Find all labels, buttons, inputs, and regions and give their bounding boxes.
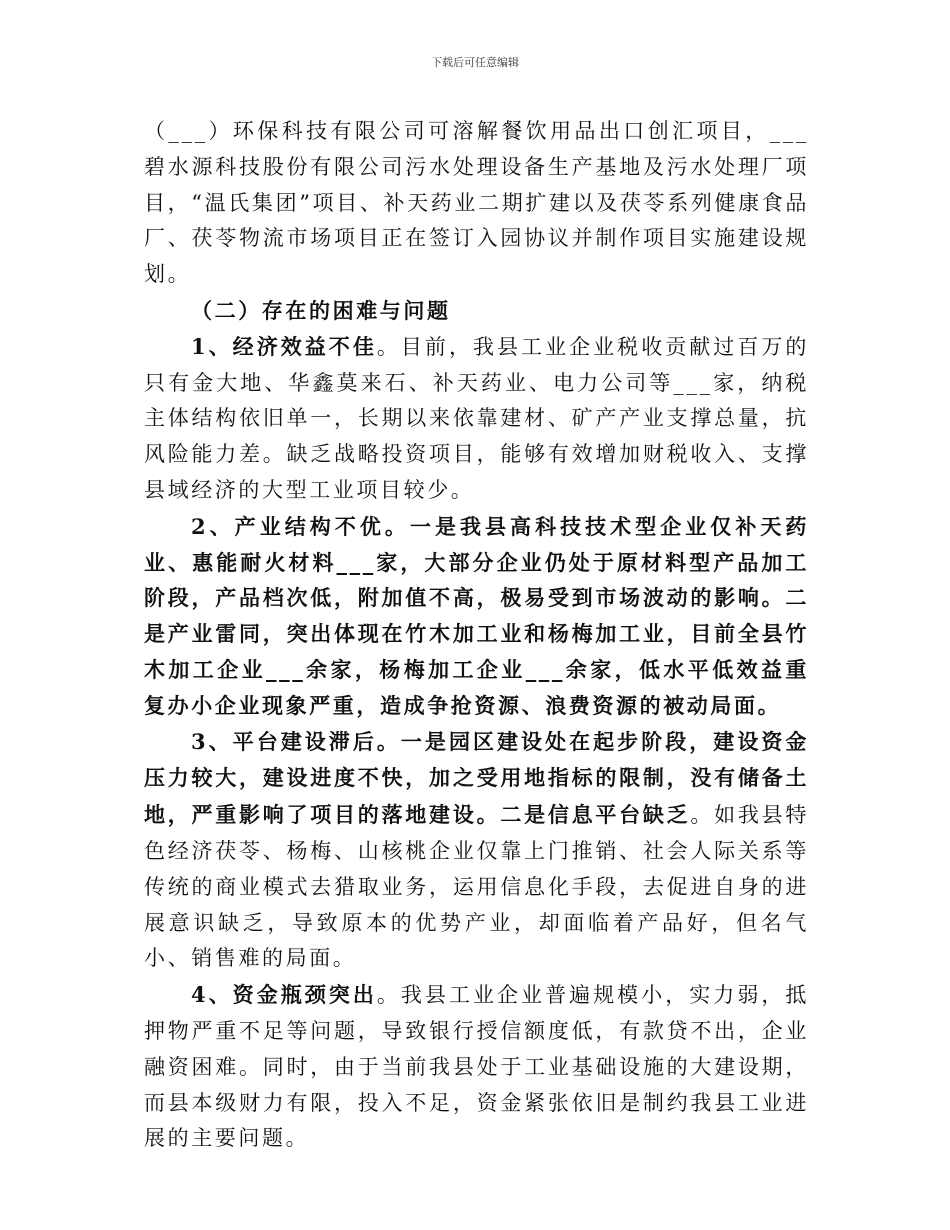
page-header: 下载后可任意编辑	[431, 56, 519, 69]
item-1-title: 1、经济效益不佳	[191, 333, 377, 359]
section-heading: （二）存在的困难与问题	[191, 297, 451, 323]
paragraph-intro: （___）环保科技有限公司可溶解餐饮用品出口创汇项目，___碧水源科技股份有限公司污水处理设备生产基地及污水处理厂项目，“温氏集团”项目、补天药业二期扩建以及茯苓系列健康食品厂、茯苓物流市场项目正在签订入园协议并制作项目实施建设规划。	[144, 119, 809, 287]
paragraph-item-2: 2、产业结构不优。一是我县高科技技术型企业仅补天药业、惠能耐火材料___家，大部分企业仍处于原材料型产品加工阶段，产品档次低，附加值不高，极易受到市场波动的影响。二是产业雷同，突出体现在竹木加工业和杨梅加工业，目前全县竹木加工企业___余家，杨梅加工企业___余家，低水平低效益重复办小企业现象严重，造成争抢资源、浪费资源的被动局面。	[144, 513, 809, 718]
paragraph-item-3	[144, 724, 809, 978]
item-4-title: 4、资金瓶颈突出	[191, 982, 377, 1008]
paragraph-item-4	[144, 977, 809, 1157]
document-body	[144, 114, 809, 1157]
item-3-body: 。如我县特色经济茯苓、杨梅、山核桃企业仅靠上门推销、社会人际关系等传统的商业模式去猎取业务，运用信息化手段，去促进自身的进展意识缺乏，导致原本的优势产业，却面临着产品好，但名气小、销售难的局面。	[144, 803, 809, 971]
item-4-body: 。我县工业企业普遍规模小，实力弱，抵押物严重不足等问题，导致银行授信额度低，有款贷不出，企业融资困难。同时，由于当前我县处于工业基础设施的大建设期，而县本级财力有限，投入不足，资金紧张依旧是制约我县工业进展的主要问题。	[144, 983, 809, 1151]
paragraph-item-1	[144, 329, 809, 509]
item-1-body: 。目前，我县工业企业税收贡献过百万的只有金大地、华鑫莫来石、补天药业、电力公司等___家，纳税主体结构依旧单一，长期以来依靠建材、矿产产业支撑总量，抗风险能力差。缺乏战略投资项目，能够有效增加财税收入、支撑县域经济的大型工业项目较少。	[144, 334, 809, 502]
item-3-bold-text: 3、平台建设滞后。一是园区建设处在起步阶段，建设资金压力较大，建设进度不快，加之受用地指标的限制，没有储备土地，严重影响了项目的落地建设。二是信息平台缺乏	[144, 728, 809, 828]
